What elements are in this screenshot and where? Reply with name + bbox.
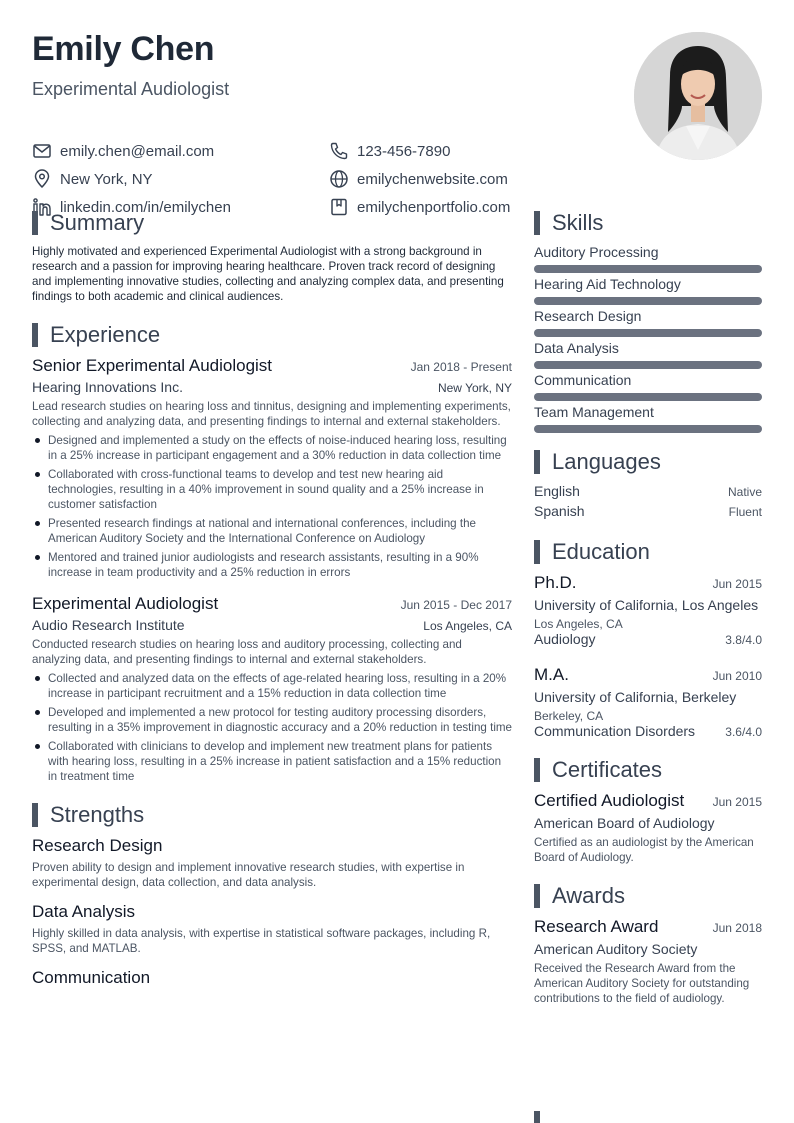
- mail-icon: [32, 141, 52, 161]
- job-bullets: [32, 433, 512, 580]
- resume-header: [32, 30, 592, 216]
- institution: University of California, Berkeley: [534, 689, 737, 705]
- summary-heading: [32, 210, 512, 236]
- skill-item: [534, 244, 762, 273]
- experience-heading: [32, 322, 512, 348]
- bullet-item: Collected and analyzed data on the effects of age-related hearing loss, resulting in a 20% increase in participant recruitment and a 15% reduction in data collection time: [32, 671, 512, 701]
- strengths-heading-text: Strengths: [50, 802, 145, 827]
- job-entry: [32, 356, 512, 580]
- certificate-entry: [534, 791, 762, 865]
- candidate-name: Emily Chen: [32, 30, 215, 68]
- job-location: Los Angeles, CA: [423, 619, 512, 633]
- gpa: 3.6/4.0: [725, 725, 762, 739]
- strength-text: Highly skilled in data analysis, with expertise in statistical software packages, including R, SPSS, and MATLAB.: [32, 927, 491, 955]
- institution-location: Berkeley, CA: [534, 709, 604, 723]
- strength-item: [32, 836, 512, 890]
- skill-name: Hearing Aid Technology: [534, 276, 681, 292]
- section-accent-bar: [534, 450, 540, 474]
- strength-item: [32, 968, 512, 988]
- awards-heading: [534, 883, 762, 909]
- location-pin-icon: [32, 169, 52, 189]
- experience-heading-text: Experience: [50, 322, 161, 347]
- contact-email[interactable]: [32, 140, 214, 162]
- certificate-issuer: American Board of Audiology: [534, 815, 715, 831]
- summary-text: Highly motivated and experienced Experimental Audiologist with a strong background in research and a passion for improving hearing healthcare. Proven track record of designing and implementing innovative studies, collecting and analyzing complex data, and presenting findings to both academic and clinical audiences.: [32, 245, 504, 303]
- skills-heading: [534, 210, 762, 236]
- job-company: Audio Research Institute: [32, 617, 185, 633]
- profile-photo: [634, 32, 762, 160]
- skill-level-bar: [534, 297, 762, 305]
- job-location: New York, NY: [437, 381, 512, 395]
- skill-name: Team Management: [534, 404, 654, 420]
- email-text: emily.chen@email.com: [60, 142, 215, 160]
- contact-website[interactable]: [329, 168, 508, 190]
- strength-title: Communication: [32, 968, 151, 987]
- job-description: Lead research studies on hearing loss and tinnitus, designing and implementing experiments, collecting and analyzing data, and presenting findings to internal and external stakeholders.: [32, 400, 511, 428]
- bullet-item: Presented research findings at national and international conferences, including the American Auditory Society and the International Conference on Audiology: [32, 516, 512, 546]
- section-accent-bar: [32, 803, 38, 827]
- job-company: Hearing Innovations Inc.: [32, 379, 183, 395]
- language-name: Spanish: [534, 503, 585, 519]
- strength-item: [32, 902, 512, 956]
- strength-title: Data Analysis: [32, 902, 135, 921]
- education-heading: [534, 539, 762, 565]
- section-accent-bar: [534, 540, 540, 564]
- skill-item: [534, 308, 762, 337]
- skill-level-bar: [534, 329, 762, 337]
- bullet-item: Developed and implemented a new protocol for testing auditory processing disorders, resulting in a 35% improvement in diagnostic accuracy and a 20% reduction in testing time: [32, 705, 512, 735]
- language-item: [534, 503, 762, 519]
- institution: University of California, Los Angeles: [534, 597, 759, 613]
- candidate-title: Experimental Audiologist: [32, 79, 230, 99]
- strength-text: Proven ability to design and implement innovative research studies, with expertise in experimental design, data collection, and data analysis.: [32, 861, 465, 889]
- certificate-date: Jun 2015: [712, 795, 762, 809]
- skill-name: Auditory Processing: [534, 244, 659, 260]
- website-text: emilychenwebsite.com: [357, 170, 508, 188]
- phone-text: 123-456-7890: [357, 142, 451, 160]
- skill-item: [534, 276, 762, 305]
- portfolio-text: emilychenportfolio.com: [357, 198, 511, 216]
- language-level: Native: [727, 485, 762, 499]
- skill-level-bar: [534, 393, 762, 401]
- section-accent-bar: [534, 211, 540, 235]
- section-accent-bar: [32, 211, 38, 235]
- graduation-date: Jun 2015: [712, 577, 762, 591]
- strength-title: Research Design: [32, 836, 163, 855]
- skills-list: [534, 244, 762, 433]
- certificates-heading: [534, 757, 762, 783]
- skill-item: [534, 340, 762, 369]
- job-title: Experimental Audiologist: [32, 594, 219, 613]
- certificate-title: Certified Audiologist: [534, 791, 685, 810]
- left-column: [32, 210, 512, 1000]
- bullet-item: Collaborated with clinicians to develop and implement new treatment plans for patients with hearing loss, resulting in a 25% increase in patient satisfaction and a 15% reduction in treatment time: [32, 739, 512, 784]
- language-name: English: [534, 483, 580, 499]
- bullet-item: Collaborated with cross-functional teams to develop and test new hearing aid technologies, resulting in a 40% improvement in sound quality and a 25% increase in customer satisfaction: [32, 467, 512, 512]
- education-entry: [534, 573, 762, 647]
- skill-level-bar: [534, 265, 762, 273]
- job-dates: Jun 2015 - Dec 2017: [400, 598, 512, 612]
- skill-item: [534, 372, 762, 401]
- field-of-study: Communication Disorders: [534, 723, 696, 739]
- job-bullets: [32, 671, 512, 784]
- skill-level-bar: [534, 361, 762, 369]
- bullet-item: Mentored and trained junior audiologists and research assistants, resulting in a 90% increase in team productivity and a 25% reduction in errors: [32, 550, 512, 580]
- summary-heading-text: Summary: [50, 210, 145, 235]
- job-dates: Jan 2018 - Present: [410, 360, 512, 374]
- skill-name: Communication: [534, 372, 632, 388]
- language-item: [534, 483, 762, 499]
- award-date: Jun 2018: [712, 921, 762, 935]
- language-level: Fluent: [728, 505, 762, 519]
- bullet-item: Designed and implemented a study on the effects of noise-induced hearing loss, resulting in a 25% increase in participant engagement and a 30% reduction in data collection time: [32, 433, 512, 463]
- skill-item: [534, 404, 762, 433]
- certificates-heading-text: Certificates: [552, 757, 663, 782]
- education-entry: [534, 665, 762, 739]
- contact-location: [32, 168, 153, 190]
- graduation-date: Jun 2010: [712, 669, 762, 683]
- award-description: Received the Research Award from the American Auditory Society for outstanding contributions to the field of audiology.: [534, 962, 750, 1005]
- job-description: Conducted research studies on hearing loss and auditory processing, collecting and analyzing data, and presenting findings to internal and external stakeholders.: [32, 638, 462, 666]
- award-issuer: American Auditory Society: [534, 941, 698, 957]
- job-title: Senior Experimental Audiologist: [32, 356, 273, 375]
- section-accent-bar: [32, 323, 38, 347]
- degree: M.A.: [534, 665, 569, 684]
- languages-heading: [534, 449, 762, 475]
- phone-icon: [329, 141, 349, 161]
- linkedin-text: linkedin.com/in/emilychen: [60, 198, 231, 216]
- education-heading-text: Education: [552, 539, 650, 564]
- skills-heading-text: Skills: [552, 210, 604, 235]
- award-title: Research Award: [534, 917, 659, 936]
- skill-name: Research Design: [534, 308, 642, 324]
- skill-name: Data Analysis: [534, 340, 619, 356]
- languages-heading-text: Languages: [552, 449, 661, 474]
- page-continuation-mark: [534, 1111, 540, 1123]
- certificate-description: Certified as an audiologist by the American Board of Audiology.: [534, 836, 754, 864]
- section-accent-bar: [534, 884, 540, 908]
- strengths-heading: [32, 802, 512, 828]
- degree: Ph.D.: [534, 573, 577, 592]
- section-accent-bar: [534, 758, 540, 782]
- location-text: New York, NY: [60, 170, 153, 188]
- job-entry: [32, 594, 512, 784]
- skill-level-bar: [534, 425, 762, 433]
- field-of-study: Audiology: [534, 631, 596, 647]
- globe-icon: [329, 169, 349, 189]
- awards-heading-text: Awards: [552, 883, 625, 908]
- gpa: 3.8/4.0: [725, 633, 762, 647]
- award-entry: [534, 917, 762, 1006]
- right-column: [534, 210, 762, 1006]
- institution-location: Los Angeles, CA: [534, 617, 623, 631]
- contact-phone[interactable]: [329, 140, 450, 162]
- languages-list: [534, 483, 762, 519]
